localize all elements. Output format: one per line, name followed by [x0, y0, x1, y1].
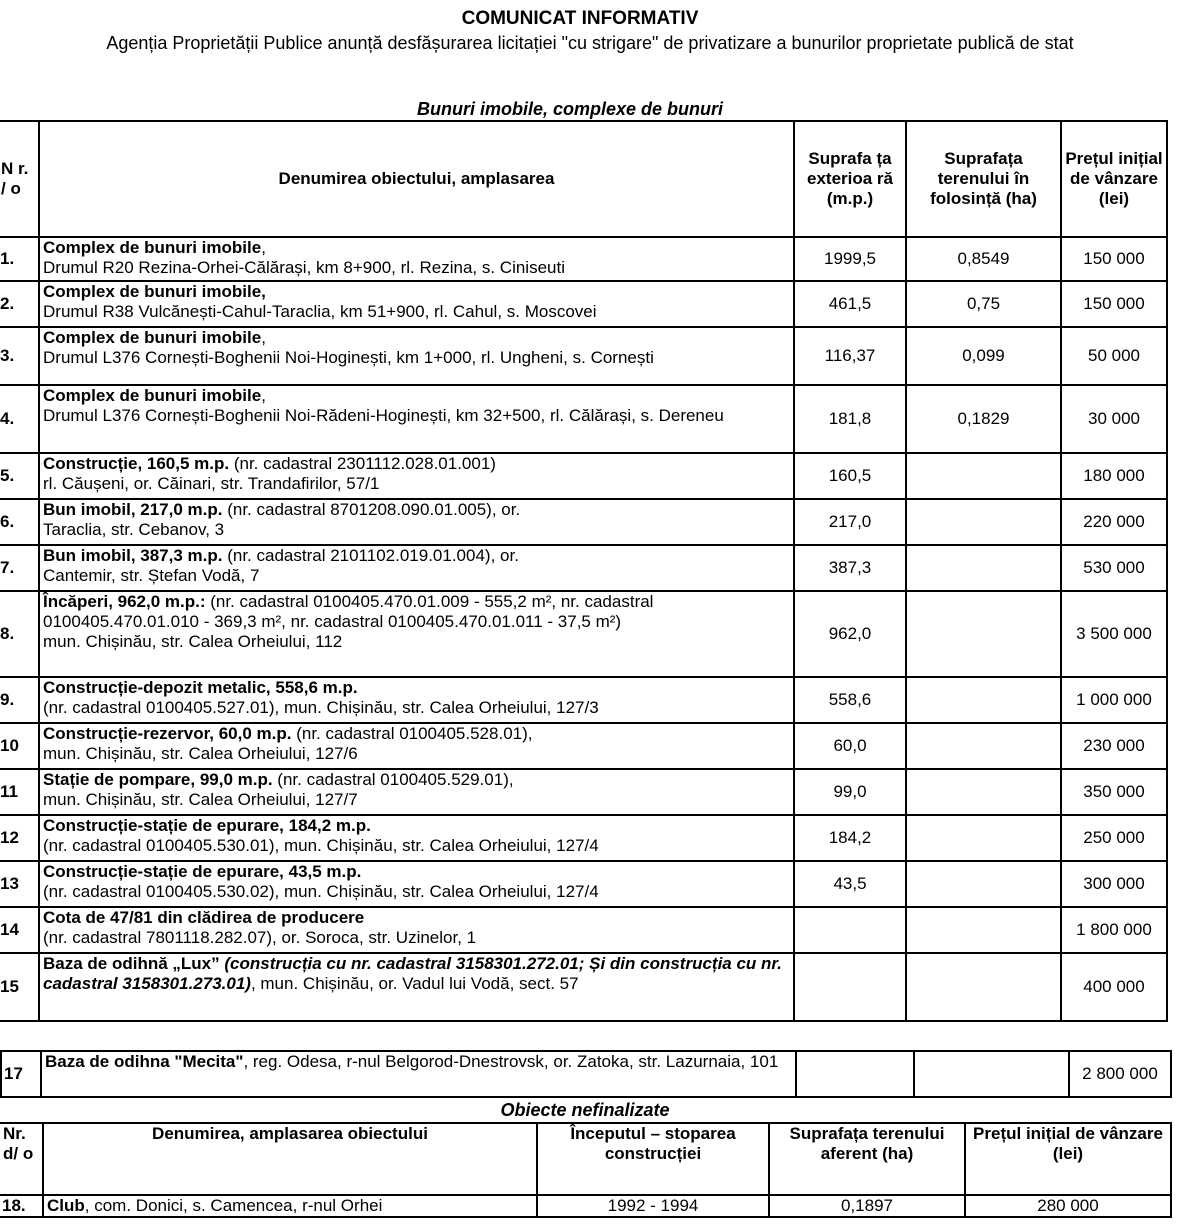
table-row [0, 327, 1167, 385]
row-price: 230 000 [1061, 723, 1167, 769]
intro-text: Agenția Proprietății Publice anunță desfășurarea licitației "cu strigare" de privatizare a bunurilor proprietate publică de stat [106, 33, 1074, 53]
header-nr: Nr. d/ o [0, 1123, 43, 1195]
row-price: 530 000 [1061, 545, 1167, 591]
row-description [39, 591, 794, 677]
nefinalizate-table [0, 1122, 1172, 1218]
row-price: 150 000 [1061, 237, 1167, 281]
row-address: Cantemir, str. Ștefan Vodă, 7 [43, 566, 260, 585]
row-address: Drumul L376 Cornești-Boghenii Noi-Hoginești, km 1+000, rl. Ungheni, s. Cornești [43, 348, 654, 367]
row-description [39, 723, 794, 769]
table-row [0, 499, 1167, 545]
row-detail: , [261, 328, 266, 347]
row-detail: (nr. cadastral 2101102.019.01.004), or. [222, 546, 519, 565]
row-area: 217,0 [794, 499, 906, 545]
row-nr: 17 [1, 1051, 41, 1097]
row-description [39, 815, 794, 861]
row-title: Construcție-stație de epurare, 184,2 m.p. [43, 816, 371, 835]
row-title: Construcție, 160,5 m.p. [43, 454, 230, 473]
row-land [906, 591, 1061, 677]
row-area: 387,3 [794, 545, 906, 591]
row-detail: , reg. Odesa, r-nul Belgorod-Dnestrovsk, or. Zatoka, str. Lazurnaia, 101 [243, 1052, 779, 1071]
header-nr: N r. / o [0, 121, 39, 237]
row-title: Construcție-stație de epurare, 43,5 m.p. [43, 862, 362, 881]
row-title: Club [47, 1196, 85, 1215]
row-area: 181,8 [794, 385, 906, 453]
row-description [39, 327, 794, 385]
row-price: 2 800 000 [1069, 1051, 1171, 1097]
row-price: 30 000 [1061, 385, 1167, 453]
row-detail: (nr. cadastral 0100405.529.01), [272, 770, 514, 789]
row-land [906, 769, 1061, 815]
row-title: Complex de bunuri imobile [43, 386, 262, 405]
row-price: 280 000 [965, 1195, 1171, 1217]
table-row [0, 385, 1167, 453]
row-detail: , [261, 386, 266, 405]
table-row [0, 815, 1167, 861]
header-area: Suprafa ța exterioa ră (m.p.) [794, 121, 906, 237]
row-description [39, 953, 794, 1021]
row-area [794, 953, 906, 1021]
row-price: 220 000 [1061, 499, 1167, 545]
row-description [39, 385, 794, 453]
row-area: 60,0 [794, 723, 906, 769]
row-nr: 8. [0, 591, 39, 677]
table-header-row [0, 1123, 1171, 1195]
row-title: Încăperi, 962,0 m.p.: [43, 592, 206, 611]
row-price: 300 000 [1061, 861, 1167, 907]
row-area: 99,0 [794, 769, 906, 815]
row-title: Bun imobil, 217,0 m.p. [43, 500, 223, 519]
table-row [0, 953, 1167, 1021]
row-title: Complex de bunuri imobile, [43, 282, 266, 301]
row-title: Cota de 47/81 din clădirea de producere [43, 908, 365, 927]
table-header-row [0, 121, 1167, 237]
row-nr: 14 [0, 907, 39, 953]
row-price: 350 000 [1061, 769, 1167, 815]
row-price: 1 000 000 [1061, 677, 1167, 723]
header-price: Prețul inițial de vânzare (lei) [965, 1123, 1171, 1195]
row-nr: 5. [0, 453, 39, 499]
row-land [906, 545, 1061, 591]
row-address: rl. Căușeni, or. Căinari, str. Trandafirilor, 57/1 [43, 474, 380, 493]
section-title-imobile: Bunuri imobile, complexe de bunuri [416, 99, 724, 119]
row-title: Construcție-depozit metalic, 558,6 m.p. [43, 678, 358, 697]
row-nr: 11 [0, 769, 39, 815]
row-nr: 1. [0, 237, 39, 281]
row-detail: , com. Donici, s. Camencea, r-nul Orhei [84, 1196, 383, 1215]
row-price: 150 000 [1061, 281, 1167, 327]
row-address: mun. Chișinău, str. Calea Orheiului, 127/6 [43, 744, 358, 763]
section-title-nefinalizate: Obiecte nefinalizate [500, 1100, 670, 1120]
row-area [796, 1051, 914, 1097]
row-price: 50 000 [1061, 327, 1167, 385]
imobile-table [0, 120, 1168, 1022]
table-row [0, 545, 1167, 591]
row-detail: (nr. cadastral 0100405.528.01), [291, 724, 533, 743]
row-address: (nr. cadastral 7801118.282.07), or. Soroca, str. Uzinelor, 1 [43, 928, 477, 947]
row-area: 1999,5 [794, 237, 906, 281]
row-land [906, 453, 1061, 499]
row-address: (nr. cadastral 0100405.530.02), mun. Chișinău, str. Calea Orheiului, 127/4 [43, 882, 599, 901]
header-name: Denumirea obiectului, amplasarea [39, 121, 794, 237]
row-land: 0,099 [906, 327, 1061, 385]
row-nr: 9. [0, 677, 39, 723]
row-nr: 18. [0, 1195, 43, 1217]
row-title: Construcție-rezervor, 60,0 m.p. [43, 724, 292, 743]
row-title: Stație de pompare, 99,0 m.p. [43, 770, 273, 789]
row-land [906, 907, 1061, 953]
row-title: Complex de bunuri imobile [43, 328, 262, 347]
row-land: 0,75 [906, 281, 1061, 327]
row-title: Baza de odihna "Mecita" [45, 1052, 244, 1071]
row-land [906, 677, 1061, 723]
row-description [39, 499, 794, 545]
row-area: 160,5 [794, 453, 906, 499]
row-detail-address: , mun. Chișinău, or. Vadul lui Vodă, sect. 57 [250, 974, 579, 993]
row-title: Bun imobil, 387,3 m.p. [43, 546, 223, 565]
row-description [39, 281, 794, 327]
row-title: Complex de bunuri imobile [43, 238, 262, 257]
row-land: 0,1829 [906, 385, 1061, 453]
header-period: Începutul – stoparea construcției [537, 1123, 769, 1195]
table-row [0, 677, 1167, 723]
row-area: 962,0 [794, 591, 906, 677]
row-period: 1992 - 1994 [537, 1195, 769, 1217]
row-description [39, 907, 794, 953]
row-nr: 2. [0, 281, 39, 327]
row-nr: 6. [0, 499, 39, 545]
row-nr: 15 [0, 953, 39, 1021]
row-nr: 7. [0, 545, 39, 591]
row-nr: 10 [0, 723, 39, 769]
row-description [41, 1051, 796, 1097]
table-row [0, 591, 1167, 677]
row-land [906, 861, 1061, 907]
row-land: 0,8549 [906, 237, 1061, 281]
row-price: 400 000 [1061, 953, 1167, 1021]
table-row [0, 1195, 1171, 1217]
table-row [0, 237, 1167, 281]
row-area: 184,2 [794, 815, 906, 861]
row-address: Taraclia, str. Cebanov, 3 [43, 520, 225, 539]
row-nr: 12 [0, 815, 39, 861]
table-row [0, 861, 1167, 907]
page-title: COMUNICAT INFORMATIV [461, 8, 699, 29]
row-address: (nr. cadastral 0100405.530.01), mun. Chișinău, str. Calea Orheiului, 127/4 [43, 836, 599, 855]
row-land [906, 953, 1061, 1021]
row-detail: (nr. cadastral 2301112.028.01.001) [229, 454, 496, 473]
row-detail: (nr. cadastral 8701208.090.01.005), or. [222, 500, 521, 519]
row-nr: 13 [0, 861, 39, 907]
table-row [0, 281, 1167, 327]
row-area: 461,5 [794, 281, 906, 327]
row-address: mun. Chișinău, str. Calea Orheiului, 127/7 [43, 790, 358, 809]
row-nr: 3. [0, 327, 39, 385]
row-address: Drumul R38 Vulcănești-Cahul-Taraclia, km 51+900, rl. Cahul, s. Moscovei [43, 302, 597, 321]
header-price: Prețul inițial de vânzare (lei) [1061, 121, 1167, 237]
row-price: 1 800 000 [1061, 907, 1167, 953]
row-description [39, 677, 794, 723]
row-area: 116,37 [794, 327, 906, 385]
row-nr: 4. [0, 385, 39, 453]
row-description [39, 861, 794, 907]
table-row [0, 769, 1167, 815]
row-area: 558,6 [794, 677, 906, 723]
mecita-table [0, 1050, 1172, 1098]
row-description [43, 1195, 537, 1217]
table-row [0, 907, 1167, 953]
row-land: 0,1897 [769, 1195, 965, 1217]
row-detail: (nr. cadastral 0100405.470.01.009 - 555,2 m², nr. cadastral 0100405.470.01.010 - 369,3 m², nr. cadastral 0100405.470.01.011 - 37,5 m²) [43, 592, 654, 631]
row-address: Drumul L376 Cornești-Boghenii Noi-Rădeni-Hoginești, km 32+500, rl. Călărași, s. Dereneu [43, 406, 724, 425]
row-price: 250 000 [1061, 815, 1167, 861]
row-description [39, 769, 794, 815]
row-land [914, 1051, 1069, 1097]
row-price: 3 500 000 [1061, 591, 1167, 677]
row-price: 180 000 [1061, 453, 1167, 499]
row-land [906, 723, 1061, 769]
row-description [39, 237, 794, 281]
row-title: Baza de odihnă „Lux” [43, 954, 220, 973]
row-detail: (construcția cu nr. cadastral 3158301.272.01; Și din construcția cu nr. cadastral 3158301.273.01) [43, 954, 782, 993]
row-area [794, 907, 906, 953]
row-land [906, 499, 1061, 545]
table-row [0, 723, 1167, 769]
row-land [906, 815, 1061, 861]
row-description [39, 453, 794, 499]
header-name: Denumirea, amplasarea obiectului [43, 1123, 537, 1195]
table-row [1, 1051, 1171, 1097]
header-land: Suprafața terenului în folosință (ha) [906, 121, 1061, 237]
row-address: Drumul R20 Rezina-Orhei-Călărași, km 8+900, rl. Rezina, s. Ciniseuti [43, 258, 565, 277]
row-address: (nr. cadastral 0100405.527.01), mun. Chișinău, str. Calea Orheiului, 127/3 [43, 698, 599, 717]
header-land: Suprafața terenului aferent (ha) [769, 1123, 965, 1195]
row-description [39, 545, 794, 591]
row-area: 43,5 [794, 861, 906, 907]
row-detail: , [261, 238, 266, 257]
row-address: mun. Chișinău, str. Calea Orheiului, 112 [43, 632, 343, 651]
table-row [0, 453, 1167, 499]
